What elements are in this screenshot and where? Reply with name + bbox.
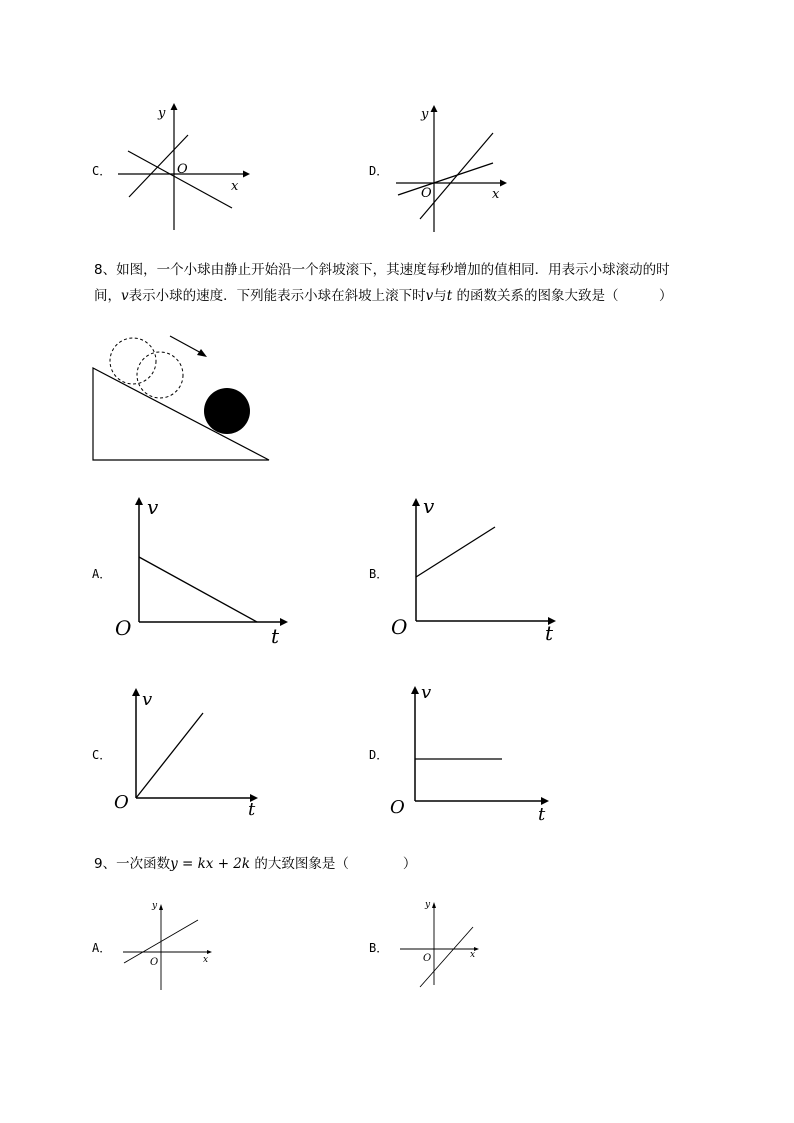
q7d-x-label: x [492, 187, 500, 202]
q8c-origin-label: O [114, 792, 129, 813]
q7d-origin-label: O [421, 186, 432, 201]
q8d-origin-label: O [390, 797, 405, 818]
q8a-v-label: v [147, 495, 159, 519]
q8-option-c-label: C． [92, 748, 112, 762]
q9a-y-label: y [152, 901, 158, 911]
q9-prefix: 9、一次函数 [94, 856, 171, 872]
q8a-t-label: t [271, 624, 280, 648]
q8-line2-a: 间， [94, 288, 121, 304]
q8-option-a-label: A． [92, 567, 112, 581]
q7-option-c-label: C． [92, 164, 112, 178]
q7-option-d-label: D． [369, 164, 389, 178]
q9a-x-label: x [203, 955, 209, 965]
q8d-v-label: v [421, 682, 432, 703]
q9-option-b-label: B． [369, 941, 389, 955]
q8-line2-b: 表示小球的速度．下列能表示小球在斜坡上滚下时 [128, 288, 426, 304]
q8b-origin-label: O [391, 615, 408, 639]
q8b-v-label: v [423, 494, 435, 518]
q8-line2-t: t [446, 288, 453, 304]
q7c-origin-label: O [177, 162, 188, 177]
q8-option-d-label: D． [369, 748, 389, 762]
q9-formula: y = kx + 2k [170, 856, 251, 872]
q8d-t-label: t [538, 804, 546, 825]
q7c-x-label: x [231, 179, 239, 194]
q9b-y-arrow [432, 902, 436, 908]
q9a-origin-label: O [150, 957, 159, 968]
q8-line2-v1: v [121, 288, 129, 304]
q8c-v-label: v [142, 689, 153, 710]
q9-option-a-label: A． [92, 941, 112, 955]
q8c-t-label: t [248, 799, 256, 820]
q9b-y-label: y [425, 900, 431, 910]
q9-suffix: 的大致图象是（ ） [250, 856, 417, 872]
q8-line2-v2: v [425, 288, 434, 304]
q9b-origin-label: O [423, 953, 432, 964]
q9b-x-label: x [470, 950, 476, 960]
q8a-origin-label: O [115, 616, 132, 640]
q8-line2-c: 与 [433, 288, 447, 304]
q8-line2-d: 的函数关系的图象大致是（ ） [452, 288, 673, 304]
q8-text-line1: 8、如图，一个小球由静止开始沿一个斜坡滚下，其速度每秒增加的值相同．用表示小球滚动的时 [94, 262, 670, 278]
q8b-t-label: t [545, 621, 554, 645]
q8-option-b-label: B． [369, 567, 389, 581]
q7d-y-label: y [421, 107, 429, 122]
q7c-y-label: y [158, 106, 166, 121]
